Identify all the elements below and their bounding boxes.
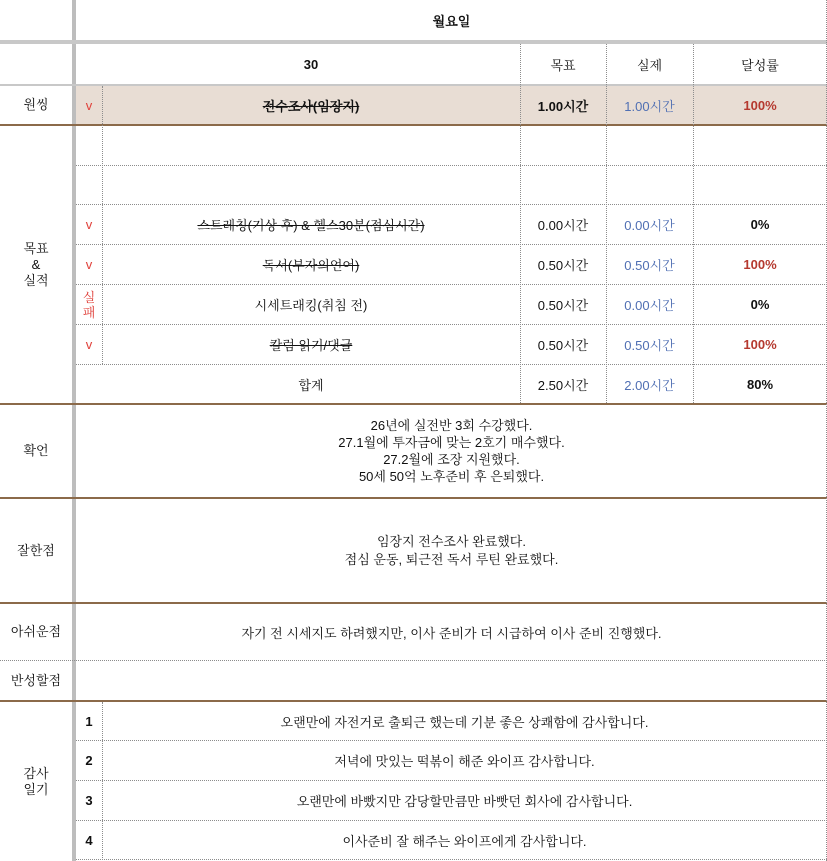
goal-actual-hours: 0.00시간 xyxy=(624,218,675,233)
goal-hours: 0.50시간 xyxy=(537,298,589,313)
goal-check: v xyxy=(85,257,93,272)
header-number: 30 xyxy=(303,56,319,72)
regret-text: 자기 전 시세지도 하려했지만, 이사 준비가 더 시급하여 이사 준비 진행했다. xyxy=(241,625,662,641)
goal-rate: 0% xyxy=(750,297,770,312)
reflect-text xyxy=(76,661,827,700)
day-title: 월요일 xyxy=(432,13,471,29)
total-actual: 2.00시간 xyxy=(624,377,675,393)
section-label-gratitude: 감사 일기 xyxy=(23,765,49,797)
goal-fail-mark: 실 패 xyxy=(82,289,96,320)
gratitude-text: 오랜만에 자전거로 출퇴근 했는데 기분 좋은 상쾌함에 감사합니다. xyxy=(280,714,649,730)
wonsing-rate: 100% xyxy=(743,97,777,113)
gratitude-number: 4 xyxy=(85,832,93,848)
goal-check: v xyxy=(85,217,93,232)
section-label-wonsing: 원씽 xyxy=(23,97,49,112)
total-rate: 80% xyxy=(746,376,774,392)
header-goal: 목표 xyxy=(550,57,576,73)
goal-rate: 100% xyxy=(743,257,777,272)
goal-check: v xyxy=(85,337,93,352)
goal-actual-hours: 0.00시간 xyxy=(624,298,675,313)
section-border xyxy=(0,124,827,126)
goal-hours: 0.00시간 xyxy=(537,218,589,233)
goal-task: 칼럼 읽기/댓글 xyxy=(269,338,353,353)
section-label-affirmation: 확언 xyxy=(23,443,49,458)
goal-rate: 0% xyxy=(750,217,770,232)
section-label-good: 잘한점 xyxy=(17,542,55,558)
goal-rate: 100% xyxy=(743,337,777,352)
total-label: 합계 xyxy=(298,377,324,393)
wonsing-actual: 1.00시간 xyxy=(624,98,675,114)
wonsing-task: 전수조사(임장지) xyxy=(262,98,360,114)
header-actual: 실제 xyxy=(636,57,663,73)
wonsing-check: v xyxy=(85,97,93,113)
section-label-regret: 아쉬운점 xyxy=(10,624,62,639)
gratitude-text: 이사준비 잘 해주는 와이프에게 감사합니다. xyxy=(342,833,587,849)
gratitude-text: 저녁에 맛있는 떡볶이 해준 와이프 감사합니다. xyxy=(334,754,595,769)
total-goal: 2.50시간 xyxy=(537,377,589,393)
affirmation-text: 26년에 실전반 3회 수강했다. 27.1월에 투자금에 맞는 2호기 매수했다. 27.2월에 조장 지원했다. 50세 50억 노후준비 후 은퇴했다. xyxy=(338,418,565,484)
gratitude-number: 1 xyxy=(85,713,93,729)
goal-hours: 0.50시간 xyxy=(537,338,589,353)
gratitude-number: 3 xyxy=(85,793,93,808)
goal-hours: 0.50시간 xyxy=(537,258,589,273)
section-label-goals: 목표 & 실적 xyxy=(23,240,49,288)
goal-task: 시세트래킹(취침 전) xyxy=(254,298,368,313)
goal-task: 스트레칭(기상 후) & 헬스30분(점심시간) xyxy=(197,218,425,233)
header-rate: 달성률 xyxy=(741,57,779,73)
good-text: 임장지 전수조사 완료했다. 점심 운동, 퇴근전 독서 루틴 완료했다. xyxy=(344,533,559,567)
goal-actual-hours: 0.50시간 xyxy=(624,258,675,273)
wonsing-goal: 1.00시간 xyxy=(537,98,589,114)
section-label-reflect: 반성할점 xyxy=(10,672,62,688)
goal-actual-hours: 0.50시간 xyxy=(624,338,675,353)
gratitude-text: 오랜만에 바빴지만 감당할만큼만 바빳던 회사에 감사합니다. xyxy=(296,794,633,809)
goal-task: 독서(부자의언어) xyxy=(262,258,360,273)
gratitude-number: 2 xyxy=(85,753,93,768)
